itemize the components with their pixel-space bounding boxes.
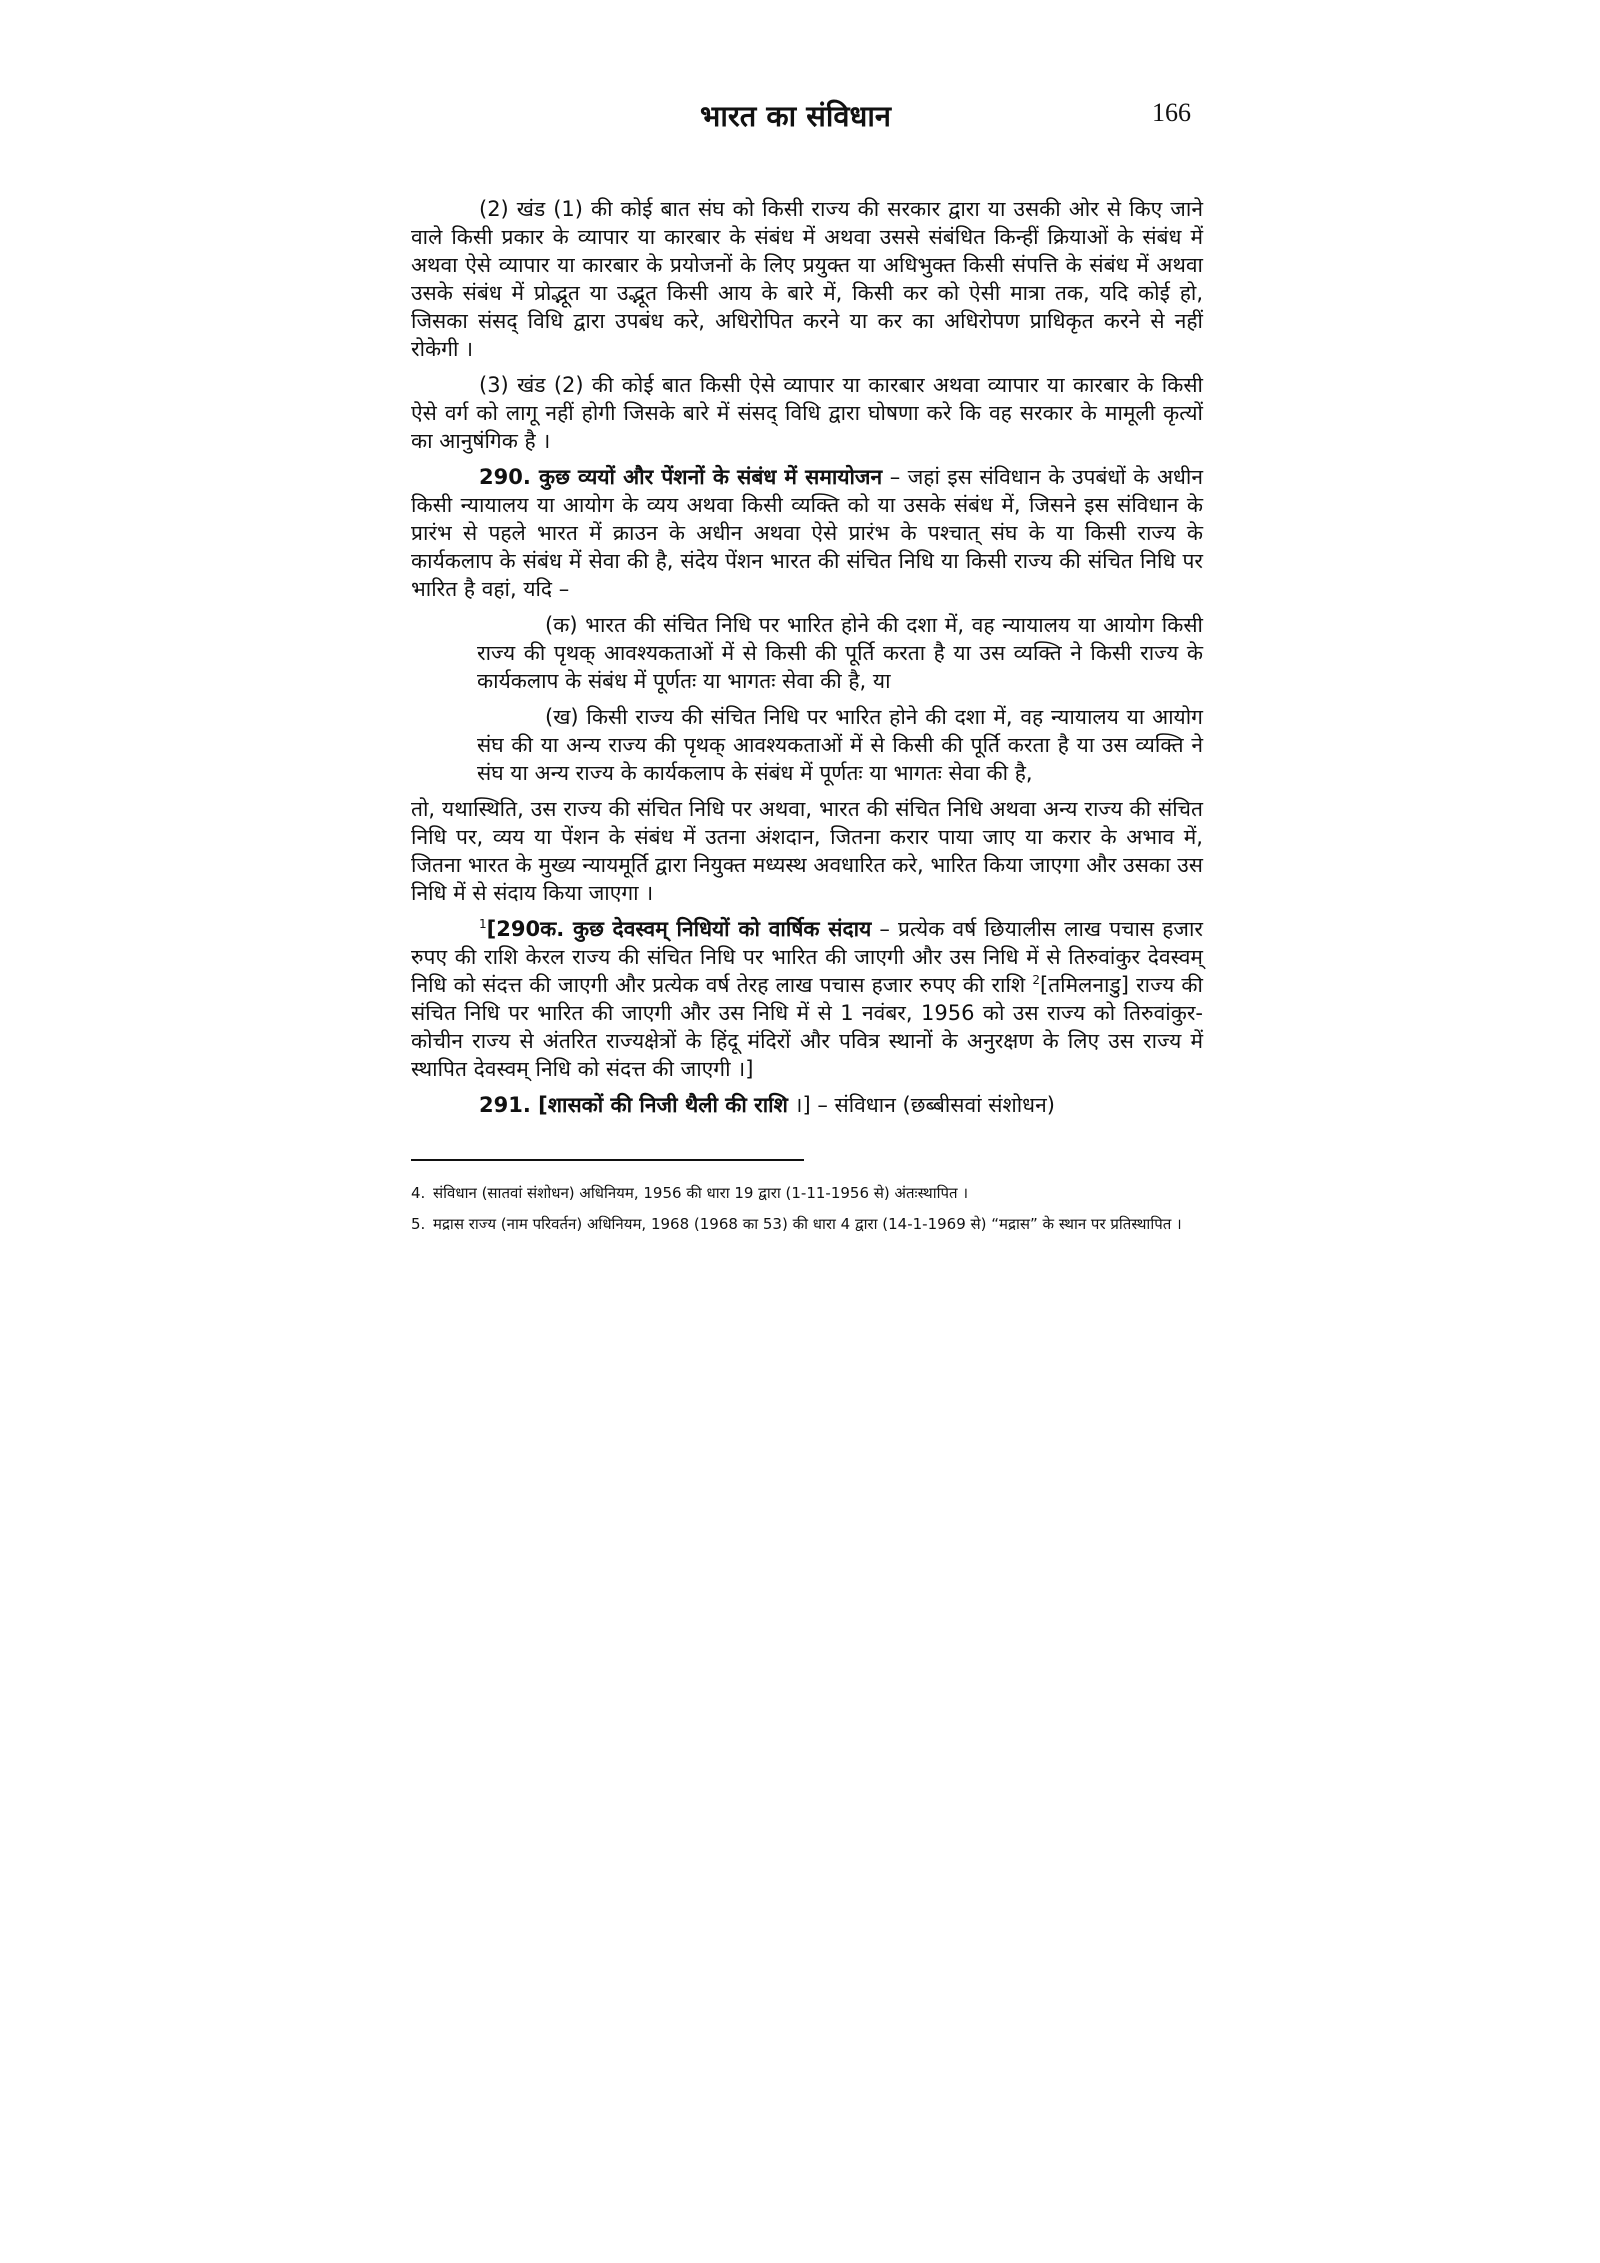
footnote-number: 5. — [411, 1215, 426, 1233]
footnotes — [411, 1180, 1203, 1242]
paragraph-conclusion: तो, यथास्थिति, उस राज्य की संचित निधि पर अथवा, भारत की संचित निधि अथवा अन्य राज्य की संचित निधि पर, व्यय या पेंशन के संबंध में उतना अंशदान, जितना करार पाया जाए या करार के अभाव में, जितना भारत के मुख्य न्यायमूर्ति द्वारा नियुक्त मध्यस्थ अवधारित करे, भारित किया जाएगा और उसका उस निधि में से संदाय किया जाएगा । — [411, 797, 1203, 905]
footnote-ref-2: 2 — [1032, 973, 1040, 987]
page-number: 166 — [1152, 98, 1191, 127]
page-title: भारत का संविधान — [700, 99, 891, 133]
section-290k — [411, 915, 1203, 1083]
section-290k-text-1: – प्रत्येक वर्ष छियालीस लाख पचास हजार रुपए की राशि केरल राज्य की संचित निधि पर भारित की जाएगी और उस निधि में से तिरुवांकुर देवस्वम् निधि को संदत्त की जाएगी और प्रत्येक वर्ष तेरह लाख पचास हजार रुपए की राशि — [411, 917, 1203, 997]
section-291-text: ।] – संविधान (छब्बीसवां संशोधन) — [787, 1093, 1055, 1117]
footnote-ref-1: 1 — [479, 917, 487, 931]
section-290-text: – जहां इस संविधान के उपबंधों के अधीन किसी न्यायालय या आयोग के व्यय अथवा किसी व्यक्ति को या उसके संबंध में, जिसने इस संविधान के प्रारंभ से पहले भारत में क्राउन के अधीन अथवा ऐसे प्रारंभ के पश्चात् संघ के या किसी राज्य के कार्यकलाप के संबंध में सेवा की है, संदेय पेंशन भारत की संचित निधि या किसी राज्य की संचित निधि पर भारित है वहां, यदि – — [411, 465, 1203, 601]
section-291-heading: 291. [शासकों की निजी थैली की राशि — [479, 1093, 788, 1117]
document-body — [411, 195, 1203, 1127]
footnote-number: 4. — [411, 1184, 426, 1202]
footnote-text: संविधान (सातवां संशोधन) अधिनियम, 1956 की धारा 19 द्वारा (1-11-1956 से) अंतःस्थापित । — [433, 1184, 969, 1202]
sub-clause-kha: (ख) किसी राज्य की संचित निधि पर भारित होने की दशा में, वह न्यायालय या आयोग संघ की या अन्य राज्य की पृथक् आवश्यकताओं में से किसी की पूर्ति करता है या उस व्यक्ति ने संघ या अन्य राज्य के कार्यकलाप के संबंध में पूर्णतः या भागतः सेवा की है, — [477, 705, 1203, 785]
sub-clause-ka: (क) भारत की संचित निधि पर भारित होने की दशा में, वह न्यायालय या आयोग किसी राज्य की पृथक् आवश्यकताओं में से किसी की पूर्ति करता है या उस व्यक्ति ने किसी राज्य के कार्यकलाप के संबंध में पूर्णतः या भागतः सेवा की है, या — [477, 613, 1203, 693]
footnote-item — [411, 1211, 1203, 1238]
footnote-divider — [411, 1159, 804, 1161]
section-290-heading: 290. कुछ व्ययों और पेंशनों के संबंध में समायोजन — [479, 465, 883, 489]
footnote-text: मद्रास राज्य (नाम परिवर्तन) अधिनियम, 1968 (1968 का 53) की धारा 4 द्वारा (14-1-1969 से) “मद्रास” के स्थान पर प्रतिस्थापित । — [433, 1215, 1182, 1233]
footnote-item — [411, 1180, 1203, 1207]
paragraph-clause-2: (2) खंड (1) की कोई बात संघ को किसी राज्य की सरकार द्वारा या उसकी ओर से किए जाने वाले किसी प्रकार के व्यापार या कारबार के संबंध में अथवा उससे संबंधित किन्हीं क्रियाओं के संबंध में अथवा ऐसे व्यापार या कारबार के प्रयोजनों के लिए प्रयुक्त या अधिभुक्त किसी संपत्ति के संबंध में अथवा उसके संबंध में प्रोद्भूत या उद्भूत किसी आय के बारे में, किसी कर को ऐसी मात्रा तक, यदि कोई हो, जिसका संसद् विधि द्वारा उपबंध करे, अधिरोपित करने या कर का अधिरोपण प्राधिकृत करने से नहीं रोकेगी । — [411, 197, 1203, 361]
section-291 — [411, 1091, 1203, 1119]
paragraph-clause-3: (3) खंड (2) की कोई बात किसी ऐसे व्यापार या कारबार अथवा व्यापार या कारबार के किसी ऐसे वर्ग को लागू नहीं होगी जिसके बारे में संसद् विधि द्वारा घोषणा करे कि वह सरकार के मामूली कृत्यों का आनुषंगिक है । — [411, 373, 1203, 453]
section-290k-heading: [290क. कुछ देवस्वम् निधियों को वार्षिक संदाय — [486, 917, 872, 941]
section-290k-text-2: [तमिलनाडु] राज्य की संचित निधि पर भारित की जाएगी और उस निधि में से 1 नवंबर, 1956 को उस राज्य को तिरुवांकुर-कोचीन राज्य से अंतरित राज्यक्षेत्रों के हिंदू मंदिरों और पवित्र स्थानों के अनुरक्षण के लिए उस राज्य में स्थापित देवस्वम् निधि को संदत्त की जाएगी ।] — [411, 973, 1203, 1081]
section-290 — [411, 463, 1203, 603]
